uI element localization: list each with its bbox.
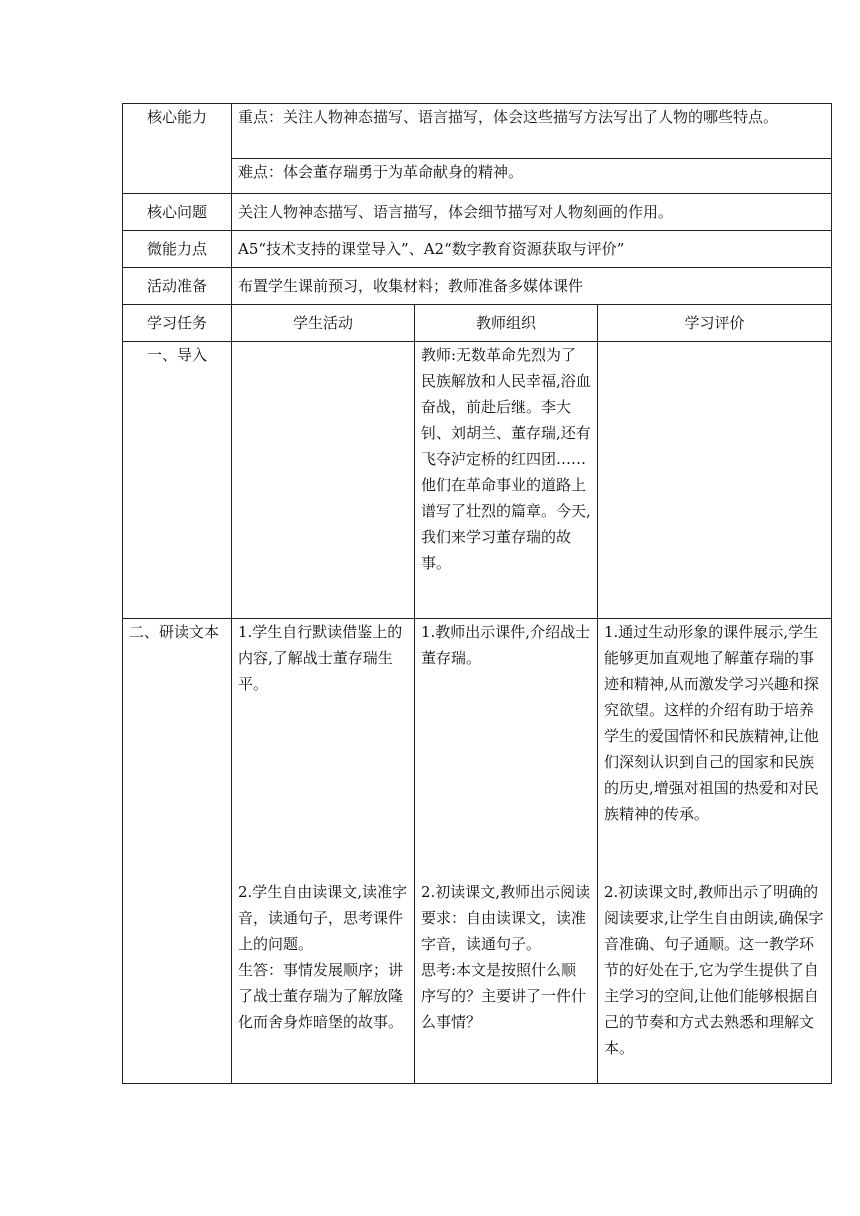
student-step-2: 2.学生自由读课文,读准字音，读通句子，思考课件上的问题。 bbox=[238, 883, 408, 953]
core-question-row bbox=[123, 194, 832, 231]
core-question-label: 核心问题 bbox=[123, 194, 232, 231]
micro-ability-row bbox=[123, 231, 832, 268]
micro-ability-text: A5“技术支持的课堂导入”、A2“数字教育资源获取与评价” bbox=[232, 231, 832, 268]
core-question-text: 关注人物神态描写、语言描写，体会细节描写对人物刻画的作用。 bbox=[232, 194, 832, 231]
student-step-1: 1.学生自行默读借鉴上的内容,了解战士董存瑞生平。 bbox=[238, 623, 403, 693]
learning-evaluation bbox=[598, 619, 832, 1084]
learning-evaluation bbox=[598, 342, 832, 619]
activity-prep-row bbox=[123, 268, 832, 305]
activity-prep-text: 布置学生课前预习，收集材料；教师准备多媒体课件 bbox=[232, 268, 832, 305]
teacher-organization bbox=[415, 619, 598, 1084]
header-teacher: 教师组织 bbox=[415, 305, 598, 342]
evaluation-step-1: 1.通过生动形象的课件展示,学生能够更加直观地了解董存瑞的事迹和精神,从而激发学习兴趣和探究欲望。这样的介绍有助于培养学生的爱国情怀和民族精神,让他们深刻认识到自己的国家和民族的历史,增强对祖国的热爱和对民族精神的传承。 bbox=[604, 623, 819, 823]
core-ability-label: 核心能力 bbox=[123, 104, 232, 194]
student-activity bbox=[232, 342, 415, 619]
micro-ability-label: 微能力点 bbox=[123, 231, 232, 268]
core-ability-row bbox=[123, 104, 832, 159]
activity-prep-label: 活动准备 bbox=[123, 268, 232, 305]
core-ability-difficulty: 难点：体会董存瑞勇于为革命献身的精神。 bbox=[232, 159, 832, 194]
teacher-question: 思考:本文是按照什么顺序写的？主要讲了一件什么事情？ bbox=[421, 961, 587, 1031]
lesson-plan-table bbox=[122, 103, 832, 1084]
task-name: 二、研读文本 bbox=[123, 619, 232, 1084]
task-name: 一、导入 bbox=[123, 342, 232, 619]
header-task: 学习任务 bbox=[123, 305, 232, 342]
student-activity bbox=[232, 619, 415, 1084]
student-answer: 生答：事情发展顺序；讲了战士董存瑞为了解放隆化而舍身炸暗堡的故事。 bbox=[238, 961, 404, 1031]
teacher-step-2: 2.初读课文,教师出示阅读要求：自由读课文，读准字音，读通句子。 bbox=[421, 883, 591, 953]
core-ability-key-point: 重点：关注人物神态描写、语言描写，体会这些描写方法写出了人物的哪些特点。 bbox=[232, 104, 832, 159]
teacher-organization: 教师:无数革命先烈为了民族解放和人民幸福,浴血奋战，前赴后继。李大钊、刘胡兰、董存瑞,还有飞夺泸定桥的红四团……他们在革命事业的道路上谱写了壮烈的篇章。今天,我们来学习董存瑞的故事。 bbox=[415, 342, 598, 619]
header-student: 学生活动 bbox=[232, 305, 415, 342]
evaluation-step-2: 2.初读课文时,教师出示了明确的阅读要求,让学生自由朗读,确保字音准确、句子通顺。这一教学环节的好处在于,它为学生提供了自主学习的空间,让他们能够根据自己的节奏和方式去熟悉和理解文本。 bbox=[604, 883, 824, 1057]
task-row-study bbox=[123, 619, 832, 1084]
teacher-step-1: 1.教师出示课件,介绍战士董存瑞。 bbox=[421, 623, 591, 667]
column-header-row bbox=[123, 305, 832, 342]
task-row-intro bbox=[123, 342, 832, 619]
header-evaluation: 学习评价 bbox=[598, 305, 832, 342]
